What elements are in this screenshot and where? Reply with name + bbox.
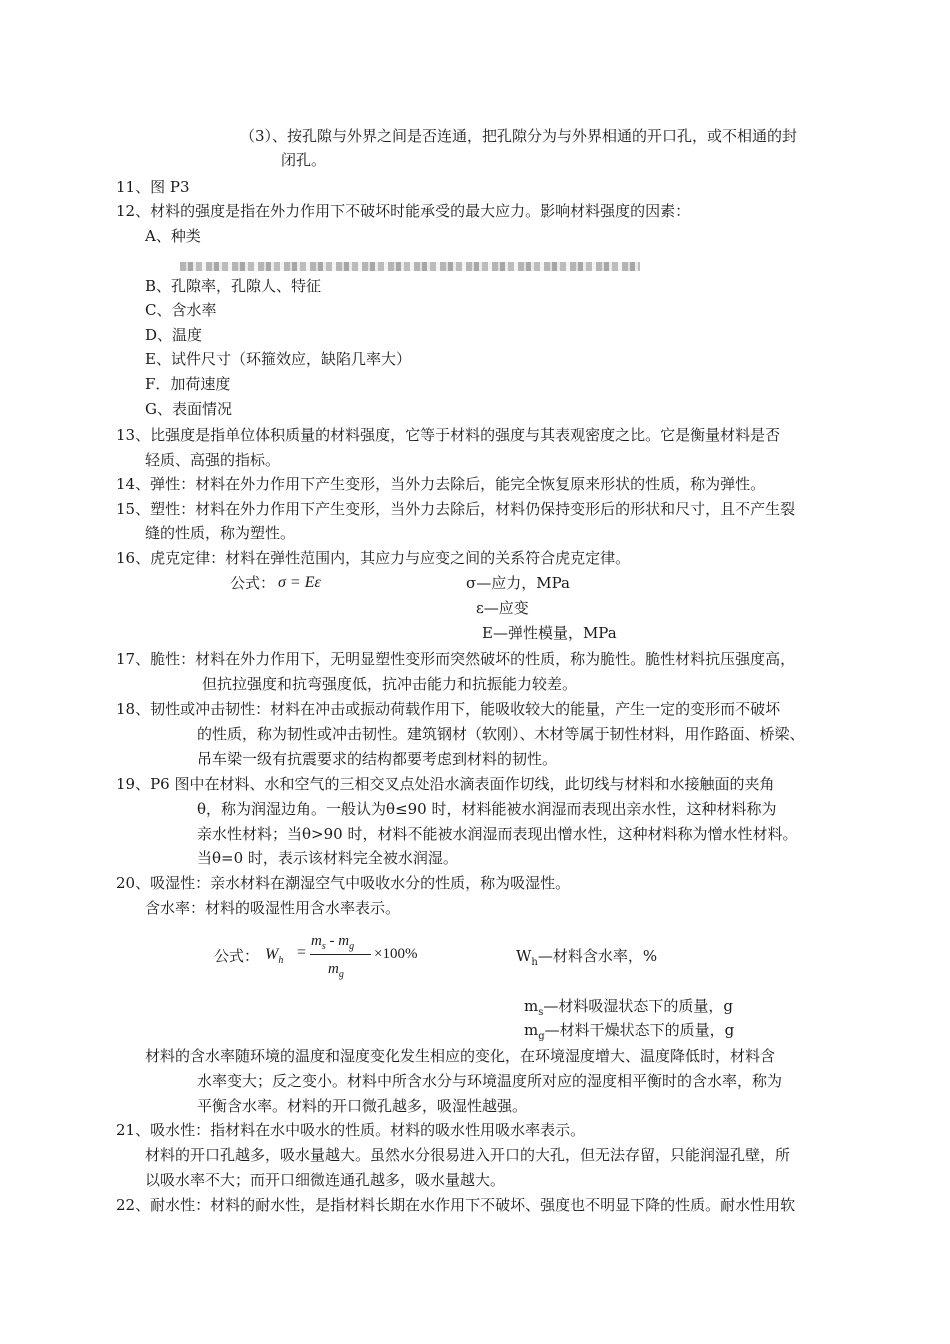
formula-20-label: 公式：	[214, 947, 260, 965]
item-12-f: F．加荷速度	[145, 375, 231, 393]
item-11: 11、图 P3	[116, 178, 190, 196]
item-15-line2: 缝的性质，称为塑性。	[145, 524, 296, 542]
formula-16-label: 公式：	[230, 574, 276, 592]
item-19-line3: 亲水性材料；当θ>90 时，材料不能被水润湿而表现出憎水性，这种材料称为憎水性材料。	[197, 825, 798, 843]
item-20-body-line1: 材料的含水率随环境的温度和湿度变化发生相应的变化，在环境湿度增大、温度降低时，材料含	[145, 1047, 776, 1065]
formula-20-fraction-bar	[310, 954, 371, 955]
para-3-line2: 闭孔。	[281, 151, 327, 169]
formula-16-var-e: E—弹性模量，MPa	[482, 624, 617, 642]
item-14: 14、弹性：材料在外力作用下产生变形，当外力去除后，能完全恢复原来形状的性质，称为弹性。	[116, 475, 766, 493]
item-12-a: A、种类	[145, 227, 201, 245]
item-18-line3: 吊车梁一级有抗震要求的结构都要考虑到材料的韧性。	[197, 750, 558, 768]
item-20: 20、吸湿性：亲水材料在潮湿空气中吸收水分的性质，称为吸湿性。	[116, 874, 571, 892]
item-12-g: G、表面情况	[145, 400, 232, 418]
formula-16: σ = Eε	[278, 574, 321, 591]
formula-16-var-sigma: σ—应力，MPa	[466, 574, 570, 592]
embedded-image-strip	[180, 250, 950, 272]
item-20-body-line3: 平衡含水率。材料的开口微孔越多，吸湿性越强。	[197, 1097, 528, 1115]
item-19-line2: θ，称为润湿边角。一般认为θ≤90 时，材料能被水润湿而表现出亲水性，这种材料称为	[197, 800, 777, 818]
item-20-body-line2: 水率变大；反之变小。材料中所含水分与环境温度所对应的湿度相平衡时的含水率，称为	[197, 1072, 783, 1090]
item-18-line2: 的性质，称为韧性或冲击韧性。建筑钢材（软刚）、木材等属于韧性材料，用作路面、桥梁、	[197, 725, 805, 743]
item-18-line1: 18、韧性或冲击韧性：材料在冲击或振动荷载作用下，能吸收较大的能量，产生一定的变形而不破坏	[116, 700, 781, 718]
item-19-line4: 当θ=0 时，表示该材料完全被水润湿。	[197, 849, 458, 867]
item-12-c: C、含水率	[145, 301, 217, 319]
item-13-line2: 轻质、高强的指标。	[145, 451, 281, 469]
formula-20-var-mg: $m_g—$材料干燥状态下的质量，g	[524, 1021, 735, 1042]
formula-20-lhs: $W_h$	[265, 946, 284, 967]
para-3-line1: （3）、按孔隙与外界之间是否连通，把孔隙分为与外界相通的开口孔，或不相通的封	[240, 127, 798, 145]
item-17-line2: 但抗拉强度和抗弯强度低，抗冲击能力和抗振能力较差。	[202, 675, 578, 693]
item-13-line1: 13、比强度是指单位体积质量的材料强度，它等于材料的强度与其表观密度之比。它是衡量材料是否	[116, 426, 781, 444]
formula-20-var-ms: $m_s—$材料吸湿状态下的质量，g	[524, 997, 733, 1018]
formula-16-var-epsilon: ε—应变	[476, 599, 529, 617]
item-21-line2: 以吸水率不大；而开口细微连通孔越多，吸水量越大。	[145, 1171, 506, 1189]
item-19-line1: 19、P6 图中在材料、水和空气的三相交叉点处沿水滴表面作切线，此切线与材料和水接触面的夹角	[116, 775, 775, 793]
formula-20-numerator: $m_s - m_g$	[311, 933, 355, 952]
item-17-line1: 17、脆性：材料在外力作用下，无明显塑性变形而突然破坏的性质，称为脆性。脆性材料抗压强度高，	[116, 650, 796, 668]
item-20-moisture: 含水率：材料的吸湿性用含水率表示。	[145, 899, 401, 917]
formula-20-denominator: $m_g$	[328, 961, 344, 980]
formula-20-eq: =	[297, 944, 307, 961]
item-16: 16、虎克定律：材料在弹性范围内，其应力与应变之间的关系符合虎克定律。	[116, 549, 631, 567]
item-22: 22、耐水性：材料的耐水性，是指材料长期在水作用下不破坏、强度也不明显下降的性质。耐水性用软	[116, 1196, 796, 1214]
item-12-b: B、孔隙率，孔隙人、特征	[145, 277, 322, 295]
formula-20-tail: ×100%	[374, 946, 418, 962]
item-21: 21、吸水性：指材料在水中吸水的性质。材料的吸水性用吸水率表示。	[116, 1121, 586, 1139]
formula-20-var-wh: $W_h—$材料含水率，%	[516, 947, 658, 968]
item-12: 12、材料的强度是指在外力作用下不破坏时能承受的最大应力。影响材料强度的因素：	[116, 202, 691, 220]
item-21-line1: 材料的开口孔越多，吸水量越大。虽然水分很易进入开口的大孔，但无法存留，只能润湿孔壁，所	[145, 1146, 791, 1164]
item-15-line1: 15、塑性：材料在外力作用下产生变形，当外力去除后，材料仍保持变形后的形状和尺寸，且不产生裂	[116, 500, 796, 518]
item-12-d: D、温度	[145, 326, 203, 344]
item-12-e: E、试件尺寸（环箍效应，缺陷几率大）	[145, 350, 411, 368]
